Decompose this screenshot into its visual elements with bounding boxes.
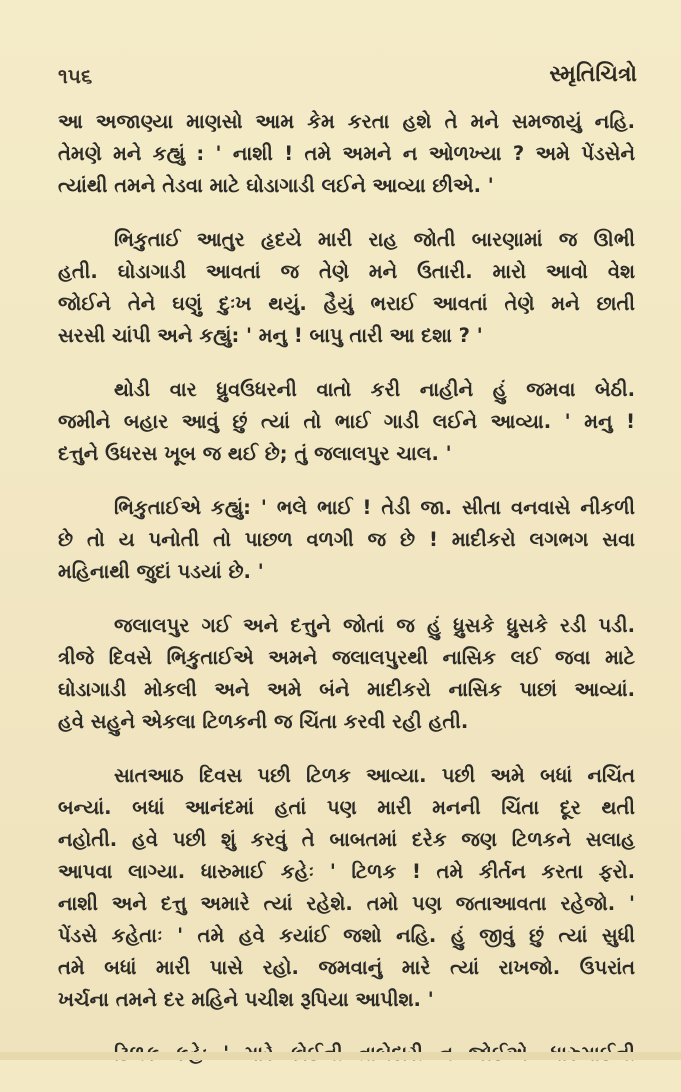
paragraph: [58, 374, 635, 470]
text-line: ભિકુતાઈ આતુર હૃદયે મારી રાહ જોતી બારણામાં જ ઊભી: [114, 228, 635, 251]
paragraph: [58, 760, 635, 1016]
text-line: ત્રીજે દિવસે ભિકુતાઈએ અમને જલાલપુરથી નાસિક લઈ જવા માટે: [58, 646, 635, 669]
text-line: બન્યાં. બધાં આનંદમાં હતાં પણ મારી મનની ચિંતા દૂર થતી: [58, 796, 635, 819]
text-line: સાતઆઠ દિવસ પછી ટિળક આવ્યા. પછી અમે બધાં નચિંત: [114, 764, 635, 787]
text-line: સરસી ચાંપી અને કહ્યું: ' મનુ ! બાપુ તારી આ દશા ? ': [58, 324, 483, 347]
page-header: [58, 56, 637, 96]
text-line: થોડી વાર ધ્રુવઉધરની વાતો કરી નાહીને હું જમવા બેઠી.: [114, 378, 635, 401]
text-line: નાશી અને દત્તુ અમારે ત્યાં રહેશે. તમો પણ જતાઆવતા રહેજો. ': [58, 892, 635, 915]
text-line: આપવા લાગ્યા. ધારુમાઈ કહેઃ ' ટિળક ! તમે કીર્તન કરતા ફરો.: [58, 860, 635, 883]
text-line: જમીને બહાર આવું છું ત્યાં તો ભાઈ ગાડી લઈને આવ્યા. ' મનુ !: [58, 410, 635, 433]
paragraph: [58, 492, 635, 588]
running-head: સ્મૃતિચિત્રો: [549, 62, 637, 87]
text-line: તમે બધાં મારી પાસે રહો. જમવાનું મારે ત્યાં રાખજો. ઉપરાંત: [58, 956, 635, 979]
text-line: હવે સહુને એકલા ટિળકની જ ચિંતા કરવી રહી હતી.: [58, 710, 469, 733]
text-line: તેમણે મને કહ્યું : ' નાશી ! તમે અમને ન ઓળખ્યા ? અમે પેંડસેને: [58, 142, 635, 165]
text-line: નહોતી. હવે પછી શું કરવું તે બાબતમાં દરેક જણ ટિળકને સલાહ: [58, 828, 635, 851]
page-bottom-edge: [0, 1052, 681, 1060]
text-line: છે તો ય પનોતી તો પાછળ વળગી જ છે ! માદીકરો લગભગ સવા: [58, 528, 635, 551]
paragraph: [58, 106, 635, 202]
text-line: હતી. ઘોડાગાડી આવતાં જ તેણે મને ઉતારી. મારો આવો વેશ: [58, 260, 635, 283]
text-line: દત્તુને ઉધરસ ખૂબ જ થઈ છે; તું જલાલપુર ચાલ. ': [58, 442, 452, 465]
page-number: ૧૫૬: [58, 64, 93, 88]
text-line: ભિકુતાઈએ કહ્યું: ' ભલે ભાઈ ! તેડી જા. સીતા વનવાસે નીકળી: [114, 496, 635, 519]
text-line: ઘોડાગાડી મોકલી અને અમે બંને માદીકરો નાસિક પાછાં આવ્યાં.: [58, 678, 635, 701]
body-text: [58, 106, 635, 1092]
paragraph: [58, 224, 635, 352]
text-line: મહિનાથી જુદાં પડયાં છે. ': [58, 560, 264, 583]
paragraph: [58, 610, 635, 738]
text-line: ત્યાંથી તમને તેડવા માટે ઘોડાગાડી લઈને આવ્યા છીએ. ': [58, 174, 494, 197]
text-line: ખર્ચના તમને દર મહિને પચીશ રૂપિયા આપીશ. ': [58, 988, 434, 1011]
text-line: પેંડસે કહેતાઃ ' તમે હવે કયાંઈ જશો નહિ. હું જીવું છું ત્યાં સુધી: [58, 924, 635, 947]
text-line: જોઈને તેને ઘણું દુઃખ થયું. હૈયું ભરાઈ આવતાં તેણે મને છાતી: [58, 292, 635, 315]
text-line: જલાલપુર ગઈ અને દત્તુને જોતાં જ હું ધ્રુસકે ધ્રુસકે રડી પડી.: [114, 614, 635, 637]
text-line: આ અજાણ્યા માણસો આમ કેમ કરતા હશે તે મને સમજાયું નહિ.: [58, 110, 635, 133]
